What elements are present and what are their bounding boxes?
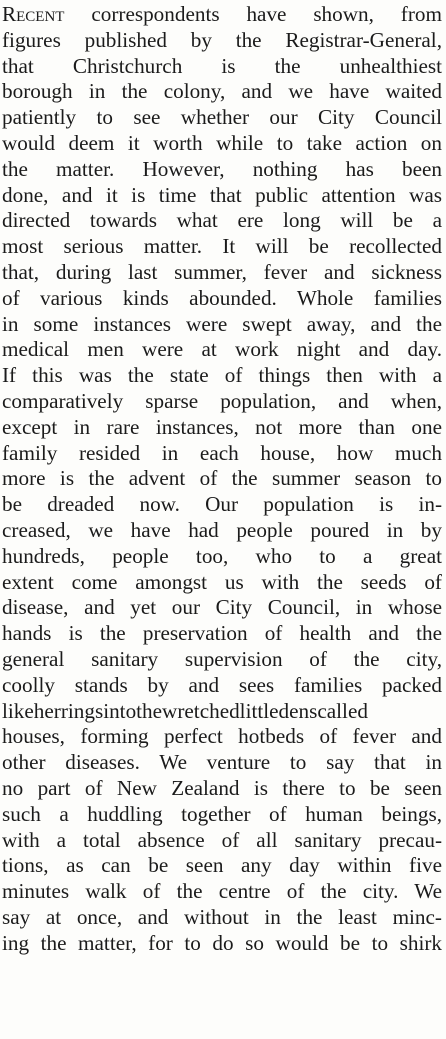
article-line: be dreaded now. Our population is in-: [2, 492, 442, 517]
article-line: that Christchurch is the unhealthiest: [2, 53, 442, 78]
article-line: of various kinds abounded. Whole families: [2, 285, 442, 310]
article-line: directed towards what ere long will be a: [2, 208, 442, 233]
article-line: disease, and yet our City Council, in whose: [2, 595, 442, 620]
article-line: If this was the state of things then with a: [2, 363, 442, 388]
article-line: family resided in each house, how much: [2, 440, 442, 465]
article-line: extent come amongst us with the seeds of: [2, 569, 442, 594]
article-line: [2, 2, 442, 28]
article-line: would deem it worth while to take action on: [2, 130, 442, 155]
article-line: likeherringsintothewretchedlittledenscalled: [2, 698, 368, 723]
article-line: hands is the preservation of health and the: [2, 621, 442, 646]
article-line: done, and it is time that public attention was: [2, 182, 442, 207]
article-line: other diseases. We venture to say that in: [2, 750, 442, 775]
article-line: say at once, and without in the least minc-: [2, 904, 442, 929]
article-line: patiently to see whether our City Council: [2, 105, 442, 130]
article-line: minutes walk of the centre of the city. We: [2, 879, 442, 904]
opening-word: Recent: [2, 2, 65, 26]
article-column: [2, 2, 442, 956]
article-line: creased, we have had people poured in by: [2, 517, 442, 542]
article-line: medical men were at work night and day.: [2, 337, 442, 362]
article-line: except in rare instances, not more than one: [2, 414, 442, 439]
article-line: in some instances were swept away, and the: [2, 311, 442, 336]
article-line: comparatively sparse population, and when,: [2, 388, 442, 413]
article-line: figures published by the Registrar-General,: [2, 27, 442, 52]
article-line: general sanitary supervision of the city,: [2, 646, 442, 671]
article-line: coolly stands by and sees families packed: [2, 672, 442, 697]
article-line: houses, forming perfect hotbeds of fever and: [2, 724, 442, 749]
article-line: such a huddling together of human beings,: [2, 801, 442, 826]
article-line: more is the advent of the summer season to: [2, 466, 442, 491]
article-line-text: correspondents have shown, from: [64, 2, 442, 26]
article-line: tions, as can be seen any day within five: [2, 853, 442, 878]
article-line: that, during last summer, fever and sickness: [2, 259, 442, 284]
article-line: hundreds, people too, who to a great: [2, 543, 442, 568]
article-line: with a total absence of all sanitary precau-: [2, 827, 442, 852]
article-line: ing the matter, for to do so would be to shirk: [2, 930, 442, 955]
article-line: borough in the colony, and we have waited: [2, 79, 442, 104]
article-line: no part of New Zealand is there to be seen: [2, 775, 442, 800]
article-line: the matter. However, nothing has been: [2, 156, 442, 181]
article-line: most serious matter. It will be recollected: [2, 234, 442, 259]
